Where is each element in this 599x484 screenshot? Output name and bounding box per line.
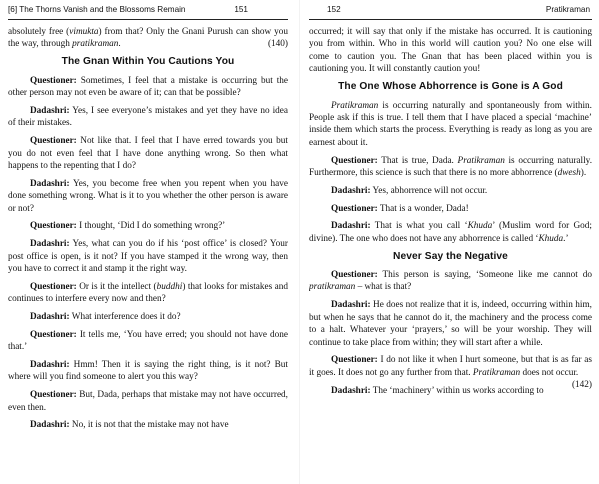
paragraph: Dadashri: That is what you call ‘Khuda’ (Muslim word for God; divine). The one who does not have any abhorrence is called ‘Khuda.’: [309, 221, 592, 244]
right-running-header: [309, 0, 592, 17]
paragraph: Dadashri: Yes, what can you do if his ‘post office’ is closed? Your post office is open, is it not? If you have stamped it the wrong way, then you have to correct it and stamp it the right way.: [8, 239, 288, 275]
speaker-label: Questioner:: [331, 355, 378, 366]
right-header-rule: [309, 19, 592, 20]
paragraph: Questioner: I do not like it when I hurt someone, but that is as far as it goes. It does not go any further from that. Pratikraman does not occur. (142): [309, 355, 592, 391]
speaker-label: Questioner:: [331, 203, 378, 214]
speaker-label: Dadashri:: [331, 300, 371, 311]
speaker-label: Dadashri:: [331, 221, 371, 232]
paragraph: Questioner: It tells me, ‘You have erred; you should not have done that.’: [8, 329, 288, 353]
speaker-label: Questioner:: [331, 270, 378, 281]
speaker-label: Questioner:: [30, 281, 77, 292]
speaker-label: Questioner:: [30, 75, 77, 86]
speaker-label: Questioner:: [30, 136, 77, 147]
right-header-title: Pratikraman: [545, 5, 590, 14]
right-page-number: 152: [327, 5, 341, 14]
left-running-header: [8, 0, 288, 17]
left-page: [8, 0, 288, 484]
paragraph: Dadashri: The ‘machinery’ within us works according to: [331, 385, 544, 396]
paragraph: Questioner: Sometimes, I feel that a mistake is occurring but the other person may not even be aware of it; can that be possible?: [8, 75, 288, 99]
paragraph: Questioner: This person is saying, ‘Someone like me cannot do pratikraman – what is that?: [309, 270, 592, 293]
paragraph: Dadashri: No, it is not that the mistake may not have: [30, 420, 229, 431]
reference-number: (142): [571, 380, 592, 391]
paragraph: absolutely free (vimukta) from that? Only the Gnani Purush can show you the way, through pratikraman. (140): [8, 27, 288, 50]
paragraph: occurred; it will say that only if the mistake has occurred. It is cautioning you from within. Who in this world will caution you? No one else will come to caution you. The Gnan that has been placed within you is cautioning you. It will constantly caution you!: [309, 27, 592, 75]
speaker-label: Dadashri:: [331, 185, 371, 196]
section-heading: The Gnan Within You Cautions You: [61, 56, 235, 68]
speaker-label: Questioner:: [30, 390, 77, 401]
paragraph: Dadashri: Yes, abhorrence will not occur.: [331, 185, 488, 196]
speaker-label: Dadashri:: [30, 105, 70, 116]
right-page: [309, 0, 592, 484]
page-gutter: [299, 0, 300, 484]
paragraph: Dadashri: He does not realize that it is, indeed, occurring within him, but when he says that he cannot do it, the machinery and the process come to a halt. Whatever your ‘prayers,’ so will be your worship. They will continue to take place from within; they will start after a while.: [309, 300, 592, 348]
left-header-title: [6] The Thorns Vanish and the Blossoms Remain: [8, 5, 186, 14]
reference-number: (140): [267, 39, 288, 50]
paragraph: Questioner: But, Dada, perhaps that mistake may not have occurred, even then.: [8, 390, 288, 413]
paragraph: Questioner: Or is it the intellect (buddhi) that looks for mistakes and continues to interfere every now and then?: [8, 281, 288, 305]
speaker-label: Dadashri:: [30, 239, 70, 250]
speaker-label: Dadashri:: [30, 359, 70, 370]
paragraph: Questioner: That is a wonder, Dada!: [331, 203, 469, 214]
left-page-number: 151: [234, 5, 248, 14]
paragraph: Dadashri: Hmm! Then it is saying the right thing, is it not? But where will you find someone to alert you this way?: [8, 359, 288, 383]
left-body-text: [8, 26, 288, 432]
paragraph: Questioner: I thought, ‘Did I do something wrong?’: [30, 221, 226, 232]
speaker-label: Dadashri:: [331, 385, 371, 396]
left-header-rule: [8, 19, 288, 20]
speaker-label: Dadashri:: [30, 420, 70, 431]
right-body-text: [309, 26, 592, 397]
section-heading: The One Whose Abhorrence is Gone is A God: [338, 81, 563, 93]
speaker-label: Questioner:: [30, 329, 77, 340]
paragraph: Dadashri: Yes, you become free when you repent when you have done something wrong. What is it to you whether the other person is aware or not?: [8, 178, 288, 214]
speaker-label: Dadashri:: [30, 178, 70, 189]
speaker-label: Questioner:: [331, 155, 378, 166]
paragraph: Questioner: Not like that. I feel that I have erred towards you but you do not even feel that I have done anything wrong. So then what happens to the repenting that I do?: [8, 136, 288, 171]
paragraph: Dadashri: What interference does it do?: [30, 311, 181, 322]
speaker-label: Questioner:: [30, 221, 77, 232]
paragraph: Questioner: That is true, Dada. Pratikraman is occurring naturally. Furthermore, this science is such that there is no more abhorrence (dwesh).: [309, 155, 592, 179]
speaker-label: Dadashri:: [30, 311, 70, 322]
paragraph: Dadashri: Yes, I see everyone’s mistakes and yet they have no idea of their mistakes.: [8, 105, 288, 129]
paragraph: Pratikraman is occurring naturally and spontaneously from within. People ask if this is true. I tell them that I have placed a special ‘machine’ inside them which starts the process. Everything is ready as long as you are earnest about it.: [309, 100, 592, 148]
section-heading: Never Say the Negative: [393, 250, 508, 262]
